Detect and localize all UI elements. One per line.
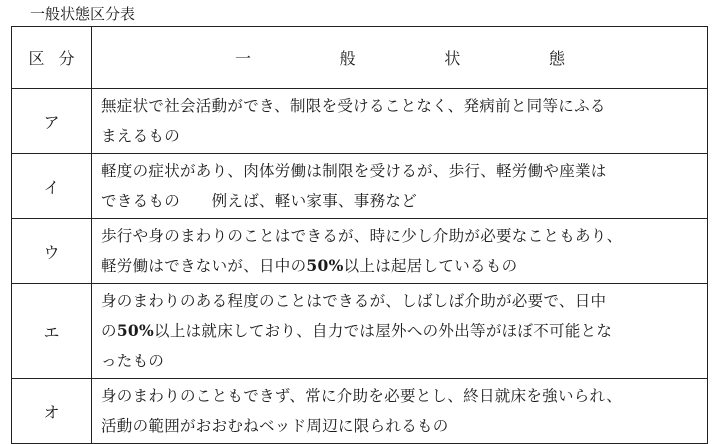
table-row xyxy=(12,89,708,154)
description-cell xyxy=(92,154,708,219)
description-line: 軽度の症状があり、肉体労働は制限を受けるが、歩行、軽労働や座業は xyxy=(101,162,607,180)
description-line: 軽労働はできないが、日中の50%以上は起居しているもの xyxy=(101,256,518,275)
category-cell: イ xyxy=(12,154,92,219)
header-char: 態 xyxy=(548,49,565,68)
table-row xyxy=(12,219,708,284)
table-row xyxy=(12,379,708,444)
category-cell: オ xyxy=(12,379,92,444)
header-char: 状 xyxy=(444,49,461,68)
document-title: 一般状態区分表 xyxy=(30,5,136,23)
category-cell: ア xyxy=(12,89,92,154)
header-general-status xyxy=(92,27,708,89)
description-line: まえるもの xyxy=(101,127,181,145)
description-line: 無症状で社会活動ができ、制限を受けることなく、発病前と同等にふる xyxy=(101,97,606,115)
description-line: の50%以上は就床しており、自力では屋外への外出等がほぼ不可能とな xyxy=(101,321,613,340)
status-classification-table xyxy=(11,26,708,444)
description-cell xyxy=(92,284,708,379)
description-cell xyxy=(92,89,708,154)
description-cell xyxy=(92,219,708,284)
description-cell xyxy=(92,379,708,444)
category-cell: ウ xyxy=(12,219,92,284)
description-line: 歩行や身のまわりのことはできるが、時に少し介助が必要なこともあり、 xyxy=(101,227,623,245)
header-char: 般 xyxy=(339,49,356,68)
description-line: 身のまわりのある程度のことはできるが、しばしば介助が必要で、日中 xyxy=(101,292,607,310)
description-line: できるもの 例えば、軽い家事、事務など xyxy=(101,192,418,210)
description-line: 身のまわりのこともできず、常に介助を必要とし、終日就床を強いられ、 xyxy=(101,387,623,405)
table-row xyxy=(12,284,708,379)
header-row xyxy=(12,27,708,89)
description-line: 活動の範囲がおおむねベッド周辺に限られるもの xyxy=(101,417,449,435)
header-category: 区分 xyxy=(12,27,92,89)
category-cell: エ xyxy=(12,284,92,379)
description-line: ったもの xyxy=(101,352,165,370)
table-row xyxy=(12,154,708,219)
header-char: 一 xyxy=(235,49,252,68)
